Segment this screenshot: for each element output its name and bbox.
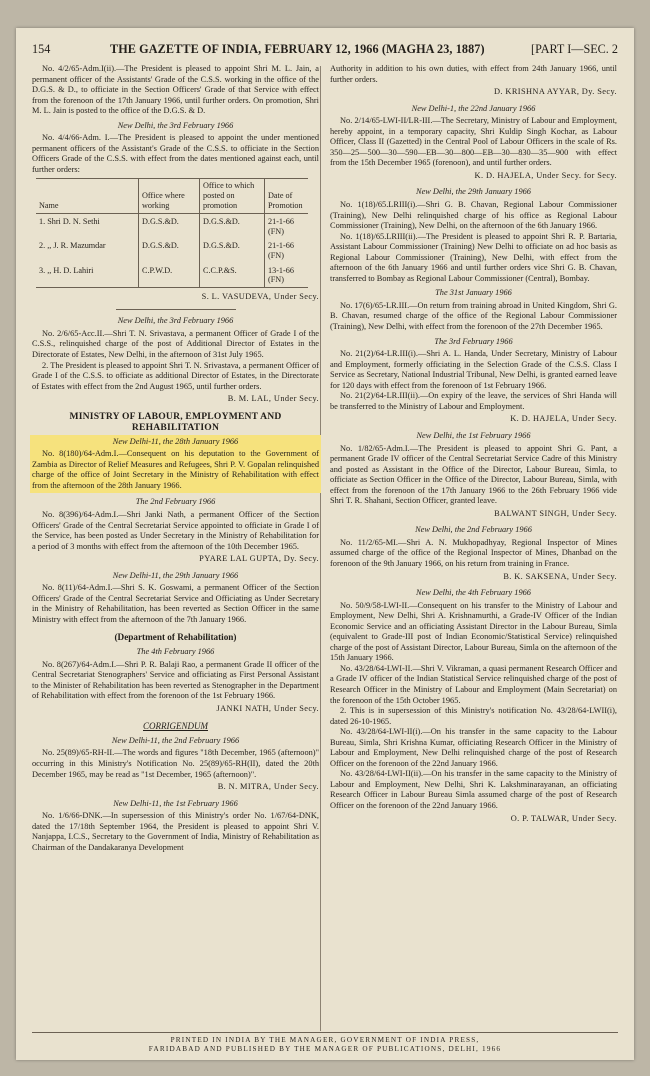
notification-43-28-64: No. 43/28/64-LWI-II.—Shri V. Vikraman, a quasi permanent Research Officer and a Grade IV officer of the Indian Statistical Service relinquished charge of the post of Research Officer in the Ministry of Labour and Employment (Main Secretariat) on the forenoon of the 15th October 1965. — [330, 663, 617, 705]
promotion-table — [36, 178, 308, 287]
table-row — [36, 214, 308, 239]
gazette-page — [16, 28, 634, 1060]
table-cell: 2. ,, J. R. Mazumdar — [39, 241, 106, 251]
signature: B. K. SAKSENA, Under Secy. — [503, 571, 617, 581]
signature: S. L. VASUDEVA, Under Secy. — [201, 291, 319, 301]
continued-text: Authority in addition to his own duties, with effect from 24th January 1966, until further orders. — [330, 64, 617, 84]
notification-4-2-65: No. 4/2/65-Adm.I(ii).—The President is pleased to appoint Shri M. L. Jain, a permanent officer of the Assistants' Grade of the C.S.S. working in the office of the D.G.S. & D., to officiate in the Section Officers' Grade of that Service with effect from the forenoon of the 17th January 1966, until further orders. On promotion, Shri M. L. Jain is posted to the office of the D.G.S. & D. — [32, 64, 319, 116]
dateline: The 3rd February 1966 — [434, 336, 513, 346]
notification-8-11-64: No. 8(11)/64-Adm.I.—Shri S. K. Goswami, a permanent Officer of the Section Officers' Grade of the Central Secretariat Service and Officiating as Under Secretary in the Ministry of Rehabilitation, has been reverted as Section Officer in the same Ministry with effect from the afternoon of the 7th January 1966. — [32, 583, 319, 624]
dateline: The 31st January 1966 — [435, 288, 512, 298]
col-header-name: Name — [39, 200, 59, 210]
notification-8-267-64: No. 8(267)/64-Adm.I.—Shri P. R. Balaji Rao, a permanent Grade II officer of the Central Secretariat Stenographers' Service and officiating as First Personal Assistant to the Minister of Rehabilitation has been reverted as Stenographer in the Department of Rehabilitation with effect from the forenoon of the 1st February 1966. — [32, 659, 319, 701]
dateline: New Delhi-11, the 29th January 1966 — [112, 570, 239, 580]
department-heading: (Department of Rehabilitation) — [114, 632, 237, 643]
table-row — [36, 263, 308, 288]
notification-21-2-64-i: No. 21(2)/64-LR.III(i).—Shri A. L. Handa, Under Secretary, Ministry of Labour and Employment, formerly officiating in the Selection Grade of the C.S.S. Class I Service as Secretary, National Industrial Tribunal, New Delhi, is granted earned leave for 120 days with effect from the forenoon of 1st February 1966. — [330, 349, 617, 390]
section-rule — [116, 309, 236, 310]
table-cell: D.G.S.&D. — [200, 238, 265, 262]
dateline: New Delhi-11, the 2nd February 1966 — [111, 735, 240, 745]
col-header-office-working: Office where working — [139, 179, 200, 214]
notification-25-89-65: No. 25(89)/65-RH-II.—The words and figures "18th December, 1965 (afternoon)" occurring in this Ministry's Notification No. 25(89)/65-RH(II), dated the 20th December 1965, may be read as "1st December, 1965 (afternoon)". — [32, 748, 319, 779]
notification-11-2-65: No. 11/2/65-MI.—Shri A. N. Mukhopadhyay, Regional Inspector of Mines assumed charge of the office of the Regional Inspector of Mines, Dhanbad on the forenoon of the 9th January 1966, on his return from training in France. — [330, 537, 617, 568]
gazette-title: THE GAZETTE OF INDIA, FEBRUARY 12, 1966 (MAGHA 23, 1887) — [110, 42, 485, 56]
signature: BALWANT SINGH, Under Secy. — [494, 508, 617, 518]
col-header-office-posted: Office to which posted on promotion — [200, 179, 265, 214]
table-cell: D.G.S.&D. — [139, 238, 200, 262]
dateline: New Delhi, the 4th February 1966 — [416, 588, 531, 598]
signature: PYARE LAL GUPTA, Dy. Secy. — [199, 554, 319, 564]
highlighted-notice — [30, 435, 321, 494]
imprint-line: FARIDABAD AND PUBLISHED BY THE MANAGER OF PUBLICATIONS, DELHI, 1966 — [148, 1045, 502, 1053]
dateline: New Delhi-1, the 22nd January 1966 — [411, 103, 536, 113]
table-cell: C.C.P.&S. — [200, 263, 265, 288]
dateline: New Delhi, the 2nd February 1966 — [415, 525, 532, 535]
table-cell: 13-1-66 (FN) — [265, 263, 309, 288]
signature: D. KRISHNA AYYAR, Dy. Secy. — [494, 87, 617, 97]
page-header — [32, 42, 618, 62]
notification-43-28-64-i: No. 43/28/64-LWI-II(i).—On his transfer in the same capacity to the Labour Bureau, Simla, Shri Krishna Kumar, officiating Research Officer in the Ministry of Labour and Employment, New Delhi relinquished charge of the post of Research Officer on the forenoon of the 22nd January 1966. — [330, 727, 617, 768]
notification-4-4-66: No. 4/4/66-Adm. I.—The President is pleased to appoint the under mentioned permanent officers of the Assistant's Grade of the C.S.S. to officiate in the Section Officers Grade of the C.S.S. with effect from the dates mentioned against each, until further orders: — [32, 133, 319, 174]
notification-2-14-65: No. 2/14/65-LWI-II/LR-III.—The Secretary, Ministry of Labour and Employment, hereby appoint, in a temporary capacity, Shri Kuldip Singh Kochar, as Labour Officer, Class II (Gazetted) in the Central Pool of Labour Officers in the scale of Rs. 350—25—500—30—590—EB—30—800—EB—30—830—35—900 with effect from the 15th December 1965 (forenoon), and until further orders. — [330, 116, 617, 168]
table-cell: 1. Shri D. N. Sethi — [39, 217, 100, 227]
dateline: New Delhi-11, the 1st February 1966 — [113, 798, 238, 808]
col-header-date: Date of Promotion — [265, 179, 309, 214]
table-cell: D.G.S.&D. — [200, 214, 265, 239]
table-cell: 3. ,, H. D. Lahiri — [39, 265, 94, 275]
table-header-row — [36, 179, 308, 214]
dateline: New Delhi-11, the 28th January 1966 — [112, 436, 239, 446]
signature: B. M. LAL, Under Secy. — [227, 394, 319, 404]
notification-43-28-64-ii: No. 43/28/64-LWI-II(ii).—On his transfer in the same capacity to the Ministry of Labour and Employment, New Delhi, Shri K. Lakshminarayanan, an officiating Research Officer in Labour Bureau Simla assumed charge of the post of Research Officer on the forenoon of the 22nd January 1966. — [330, 769, 617, 810]
dateline: New Delhi, the 3rd February 1966 — [117, 120, 234, 130]
left-column — [32, 64, 319, 853]
column-divider — [320, 66, 321, 1031]
notification-1-18-65-ii: No. 1(18)/65.LRIII(ii).—The President is pleased to appoint Shri R. P. Bartaria, Assistant Labour Commissioner (Training) New Delhi to officiate on ad hoc basis as Regional Labour Commissioner (Training), New Delhi, with effect from the afternoon of the 6th January 1966 and until further orders vice Shri G. B. Chavan, transferred to Bombay as Regional Labour Commissioner (Central), Bombay. — [330, 231, 617, 283]
notification-8-396-64: No. 8(396)/64-Adm.I.—Shri Janki Nath, a permanent Officer of the Section Officers' Grade of the Central Secretariat Service appointed to officiate in Grade I of the Service, has been posted as Under Secretary in the Ministry of Rehabilitation for a period of 3 months with effect from the afternoon of the 10th December 1965. — [32, 510, 319, 551]
imprint-line: PRINTED IN INDIA BY THE MANAGER, GOVERNMENT OF INDIA PRESS, — [170, 1036, 480, 1044]
table-cell: 21-1-66 (FN) — [265, 238, 309, 262]
signature: K. D. HAJELA, Under Secy. — [510, 414, 617, 424]
notification-2-6-65: No. 2/6/65-Acc.II.—Shri T. N. Srivastava, a permanent Officer of Grade I of the C.S.S., relinquished charge of the post of Additional Director of Estates in the Directorate of Estates, New Delhi, in the afternoon of 31st July 1965. — [32, 328, 319, 359]
dateline: New Delhi, the 3rd February 1966 — [117, 316, 234, 326]
table-cell: 21-1-66 (FN) — [265, 214, 309, 239]
signature: B. N. MITRA, Under Secy. — [217, 782, 319, 792]
notification-17-6-65: No. 17(6)/65-LR.III.—On return from training abroad in United Kingdom, Shri G. B. Chavan, resumed charge of the office of the Regional Labour Commissioner (Training), New Delhi, with effect from the forenoon of the 27th December 1965. — [330, 300, 617, 332]
table-cell: D.G.S.&D. — [139, 214, 200, 239]
notification-8-180-64: No. 8(180)/64-Adm.I.—Consequent on his deputation to the Government of Zambia as Director of Relief Measures and Refugees, Shri P. V. Gopalan relinquished charge of the office of Joint Secretary in the Ministry of Rehabilitation with effect from the afternoon of the 28th January 1966. — [32, 449, 319, 490]
notification-21-2-64-ii: No. 21(2)/64-LR.III(ii).—On expiry of the leave, the services of Shri Handa will be transferred to the Ministry of Labour and Employment. — [330, 391, 617, 411]
printer-imprint — [32, 1032, 618, 1054]
dateline: The 4th February 1966 — [136, 647, 215, 657]
table-cell: C.P.W.D. — [139, 263, 200, 288]
signature: O. P. TALWAR, Under Secy. — [510, 813, 617, 823]
notification-1-18-65-i: No. 1(18)/65.LRIII(i).—Shri G. B. Chavan, Regional Labour Commissioner (Training), New Delhi relinquished charge of his office as Regional Labour Commissioner (Training), New Delhi, on the afternoon of the 6th January 1966. — [330, 200, 617, 231]
corrigendum-heading: CORRIGENDUM — [143, 721, 208, 732]
dateline: The 2nd February 1966 — [135, 497, 216, 507]
notification-50-9-58: No. 50/9/58-LWI-II.—Consequent on his transfer to the Ministry of Labour and Employment, New Delhi, Shri A. Krishnamurthi, a Grade-IV Officer of the Indian Economic Service and an officiating Assistant Director in the Labour Bureau, Simla (equivalent to Grade-III post of Indian Economic/Statistical Service) relinquished charge of the post of Assistant Director, Labour Bureau, Simla on the afternoon of the 15th January 1966. — [330, 600, 617, 663]
dateline: New Delhi, the 29th January 1966 — [416, 187, 531, 197]
notification-paragraph: 2. The President is pleased to appoint Shri T. N. Srivastava, a permanent Officer of Grade I of the C.S.S. to officiate as additional Director of Estates, in the Directorate of Estates with effect from the 2nd August 1965, until further orders. — [32, 360, 319, 391]
notification-1-82-65: No. 1/82/65-Adm.I.—The President is pleased to appoint Shri G. Pant, a permanent Grade IV officer of the Central Secretariat Service Cadre of this Ministry and posted as Assistant in the Office of the Director, Labour Bureau, Simla, to officiate as Section Officer in the Office of the Director, Labour Bureau, Simla, with effect from the forenoon of the 17th January 1966 to the 26th February 1966 vide Shri T. R. Shahani, Section Officer, granted leave. — [330, 443, 617, 506]
table-row — [36, 238, 308, 262]
part-section-label: [PART I—SEC. 2 — [531, 42, 618, 56]
signature: JANKI NATH, Under Secy. — [216, 703, 319, 713]
right-column — [330, 64, 617, 830]
signature: K. D. HAJELA, Under Secy. for Secy. — [474, 170, 617, 180]
page-number: 154 — [32, 42, 51, 56]
dateline: New Delhi, the 1st February 1966 — [416, 430, 531, 440]
notification-1-6-66: No. 1/6/66-DNK.—In supersession of this Ministry's order No. 1/67/64-DNK, dated the 17/18th September 1964, the President is pleased to appoint Shri V. Nanjappa, I.C.S., Secretary to the Government of India, Ministry of Rehabilitation as Chairman of the Dandakaranya Development — [32, 811, 319, 852]
ministry-heading: MINISTRY OF LABOUR, EMPLOYMENT AND REHABILITATION — [69, 410, 282, 433]
notification-paragraph: 2. This is in supersession of this Ministry's notification No. 43/28/64-LWII(i), dated 26-10-1965. — [330, 706, 617, 726]
